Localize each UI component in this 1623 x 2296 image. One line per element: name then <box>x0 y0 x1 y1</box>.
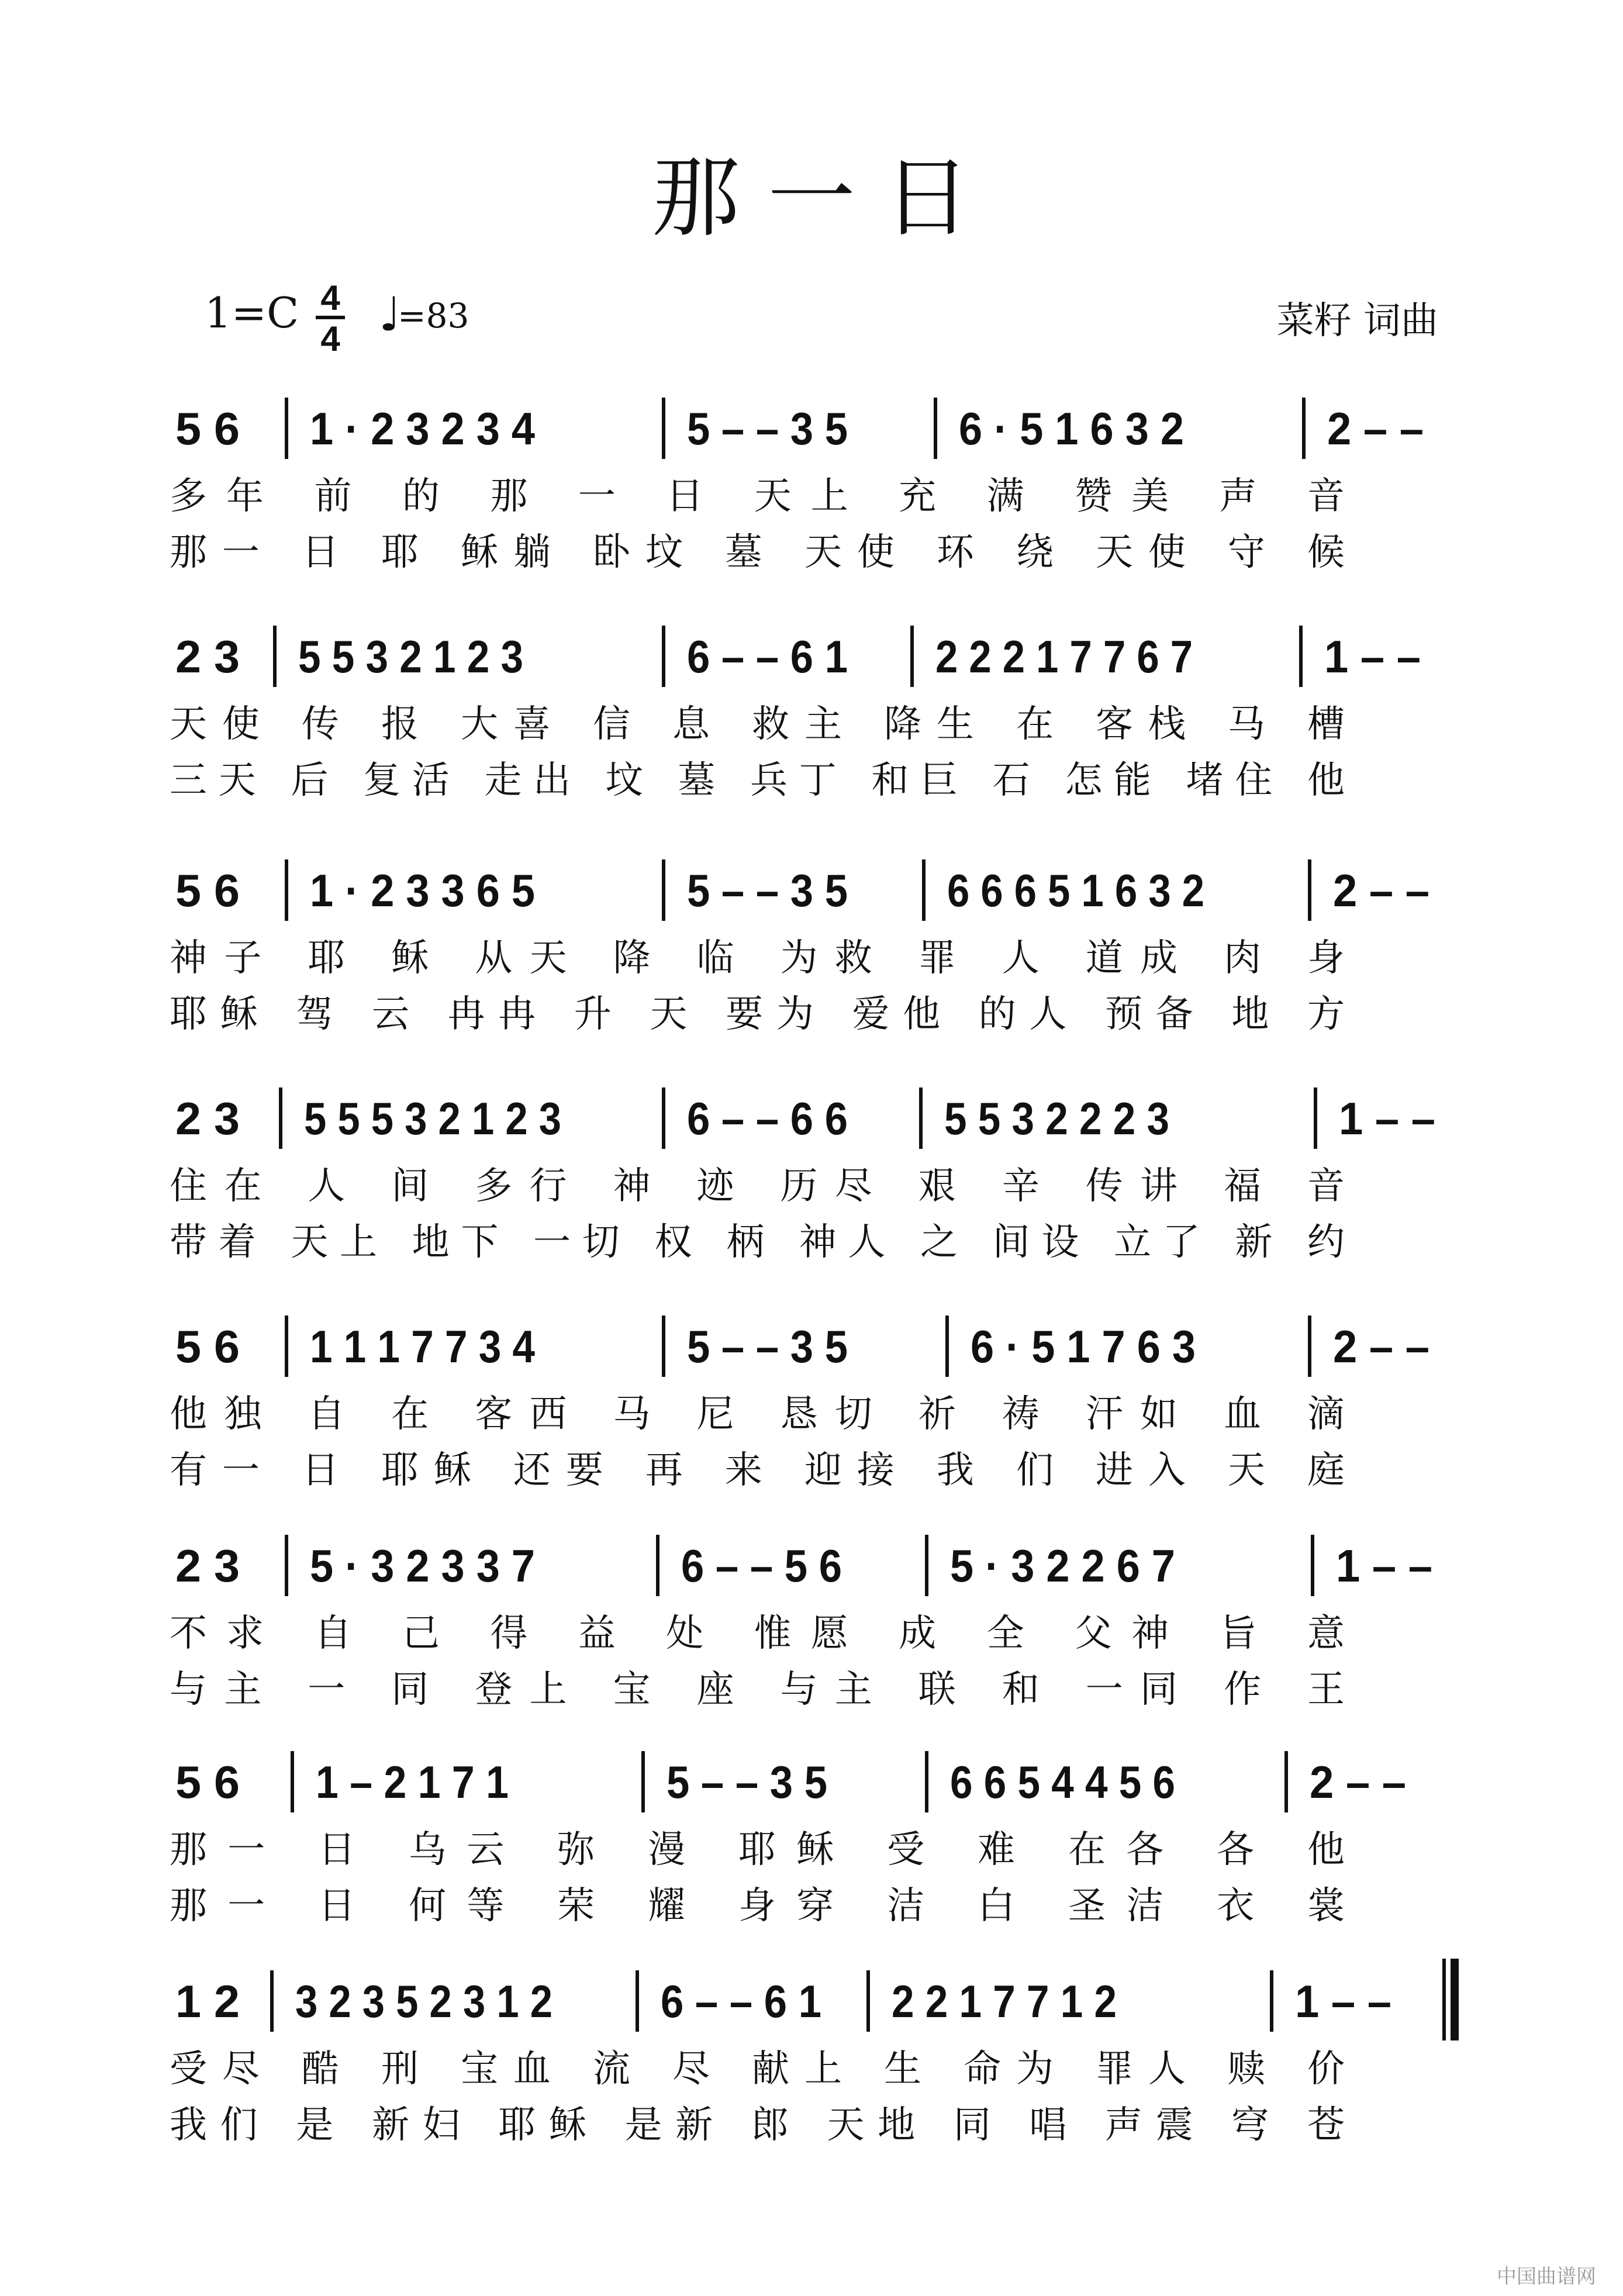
lyric-line-2: 与主 一 同 登上 宝 座 与主 联 和 一同 作 王 <box>170 1668 1345 1711</box>
measure-notes: 5 6 <box>175 403 240 454</box>
measure-notes: 5 5 5 3 2 1 2 3 <box>304 1093 561 1144</box>
lyric-line-1: 住在 人 间 多行 神 迹 历尽 艰 辛 传讲 福 音 <box>170 1165 1345 1208</box>
measure-notes: 1 2 <box>175 1976 240 2027</box>
measure-notes: 1 · 2 3 3 6 5 <box>310 865 535 916</box>
system-6 <box>170 1535 1432 1711</box>
system-1 <box>170 398 1424 574</box>
measure-notes: 3 2 3 5 2 3 1 2 <box>295 1976 552 2027</box>
lyric-line-1: 不求 自 己 得 益 处 惟愿 成 全 父神 旨 意 <box>170 1612 1345 1655</box>
quarter-note-icon: ♩ <box>379 287 401 341</box>
system-8 <box>170 1970 1391 2147</box>
key-signature: 1=C <box>205 288 299 337</box>
measure-notes: 2 3 <box>175 631 240 682</box>
measure-notes: 1 1 1 7 7 3 4 <box>310 1321 535 1372</box>
measure-notes: 2 – – <box>1333 1321 1429 1372</box>
measure-notes: 1 – – <box>1339 1093 1435 1144</box>
lyric-line-1: 受尽 酷 刑 宝血 流 尽 献上 生 命为 罪人 赎 价 <box>170 2048 1345 2091</box>
system-4 <box>170 1087 1435 1264</box>
lyric-line-2: 带着 天上 地下 一切 权 柄 神人 之 间设 立了 新 约 <box>170 1221 1345 1264</box>
measure-notes: 5 – – 3 5 <box>687 865 848 916</box>
system-7 <box>170 1751 1406 1928</box>
lyric-line-1: 多年 前 的 那 一 日 天上 充 满 赞美 声 音 <box>170 475 1345 518</box>
watermark-logo: 中国曲谱网 <box>1497 2265 1596 2288</box>
measure-notes: 5 · 3 2 2 6 7 <box>950 1540 1175 1591</box>
measure-notes: 2 – – <box>1333 865 1429 916</box>
system-3 <box>170 859 1429 1036</box>
measure-notes: 2 2 1 7 7 1 2 <box>892 1976 1117 2027</box>
system-2 <box>170 626 1421 802</box>
measure-notes: 5 5 3 2 2 2 3 <box>944 1093 1169 1144</box>
lyric-line-2: 有一 日 耶稣 还要 再 来 迎接 我 们 进入 天 庭 <box>170 1449 1345 1492</box>
measure-notes: 2 – – <box>1310 1756 1406 1808</box>
lyric-line-2: 那一 日 耶 稣躺 卧坟 墓 天使 环 绕 天使 守 候 <box>170 531 1345 574</box>
measure-notes: 1 – – <box>1295 1976 1391 2027</box>
measure-notes: 1 – – <box>1324 631 1421 682</box>
measure-notes: 2 3 <box>175 1093 240 1144</box>
measure-notes: 5 · 3 2 3 3 7 <box>310 1540 535 1591</box>
measure-notes: 5 6 <box>175 865 240 916</box>
measure-notes: 1 · 2 3 2 3 4 <box>310 403 535 454</box>
song-title: 那 一 日 <box>652 147 971 249</box>
measure-notes: 1 – 2 1 7 1 <box>316 1756 509 1808</box>
measure-notes: 6 – – 5 6 <box>681 1540 842 1591</box>
score-systems <box>170 398 1435 2147</box>
lyric-line-2: 三天 后 复活 走出 坟 墓 兵丁 和巨 石 怎能 堵住 他 <box>170 759 1345 802</box>
measure-notes: 2 3 <box>175 1540 240 1591</box>
time-sig-denominator: 4 <box>320 319 340 358</box>
measure-notes: 6 · 5 1 6 3 2 <box>959 403 1184 454</box>
system-5 <box>170 1316 1429 1492</box>
measure-notes: 2 2 2 1 7 7 6 7 <box>935 631 1193 682</box>
measure-notes: 5 6 <box>175 1321 240 1372</box>
composer-credit: 菜籽 词曲 <box>1276 299 1438 343</box>
measure-notes: 5 – – 3 5 <box>687 403 848 454</box>
lyric-line-2: 那一 日 何等 荣 耀 身穿 洁 白 圣洁 衣 裳 <box>170 1884 1345 1928</box>
measure-notes: 6 – – 6 1 <box>661 1976 821 2027</box>
measure-notes: 5 5 3 2 1 2 3 <box>298 631 523 682</box>
measure-notes: 5 – – 3 5 <box>667 1756 827 1808</box>
measure-notes: 6 – – 6 6 <box>687 1093 848 1144</box>
tempo-marking: =83 <box>398 296 469 336</box>
lyric-line-2: 我们 是 新妇 耶稣 是新 郎 天地 同 唱 声震 穹 苍 <box>170 2104 1345 2147</box>
measure-notes: 6 6 5 4 4 5 6 <box>950 1756 1175 1808</box>
measure-notes: 6 – – 6 1 <box>687 631 848 682</box>
lyric-line-1: 神子 耶 稣 从天 降 临 为救 罪 人 道成 肉 身 <box>170 937 1345 980</box>
lyric-line-1: 天使 传 报 大喜 信 息 救主 降生 在 客栈 马 槽 <box>170 703 1345 746</box>
measure-notes: 1 – – <box>1336 1540 1432 1591</box>
lyric-line-2: 耶稣 驾 云 冉冉 升 天 要为 爱他 的人 预备 地 方 <box>170 993 1345 1036</box>
time-sig-numerator: 4 <box>320 278 340 317</box>
measure-notes: 6 6 6 5 1 6 3 2 <box>947 865 1204 916</box>
measure-notes: 6 · 5 1 7 6 3 <box>971 1321 1196 1372</box>
lyric-line-1: 他独 自 在 客西 马 尼 恳切 祈 祷 汗如 血 滴 <box>170 1393 1345 1436</box>
lyric-line-1: 那一 日 乌云 弥 漫 耶稣 受 难 在各 各 他 <box>170 1828 1345 1872</box>
measure-notes: 5 6 <box>175 1756 240 1808</box>
measure-notes: 5 – – 3 5 <box>687 1321 848 1372</box>
measure-notes: 2 – – <box>1327 403 1424 454</box>
